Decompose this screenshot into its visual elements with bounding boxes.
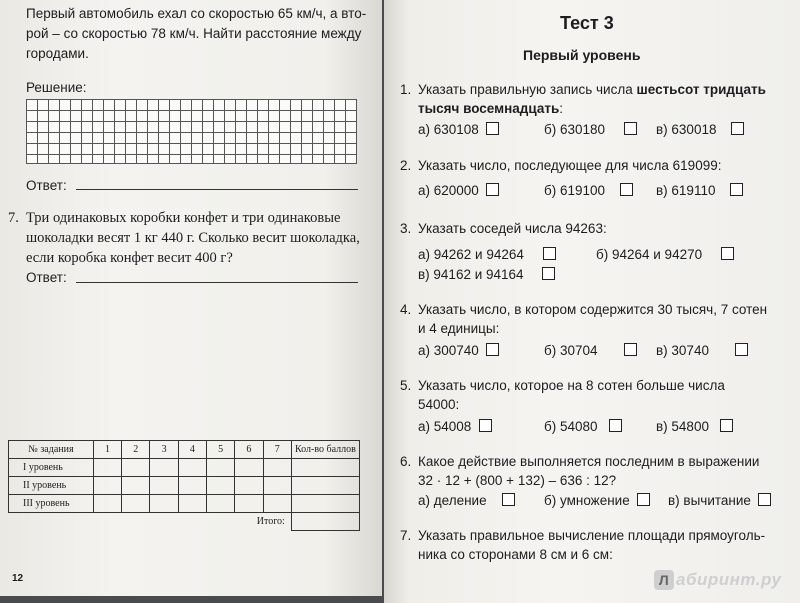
q1-text [418, 80, 788, 118]
q5-option-c-label: в) 54800 [656, 419, 709, 434]
q2-text: Указать число, последующее для числа 619099: [418, 158, 722, 173]
score-cell[interactable] [291, 477, 359, 495]
header-num-1: 1 [93, 441, 121, 459]
checkbox[interactable] [731, 122, 744, 135]
q4-option-c-label: в) 30740 [656, 343, 709, 358]
q2-option-a[interactable] [418, 183, 499, 198]
q4-number: 4. [400, 302, 412, 317]
header-num-7: 7 [263, 441, 291, 459]
right-page [384, 0, 800, 603]
score-cell[interactable] [291, 459, 359, 477]
q1-option-b[interactable] [544, 122, 637, 137]
checkbox[interactable] [486, 122, 499, 135]
checkbox[interactable] [620, 183, 633, 196]
checkbox[interactable] [735, 343, 748, 356]
labirint-logo-icon: Л [654, 570, 674, 590]
score-cell[interactable] [235, 477, 263, 495]
q5-option-a[interactable] [418, 419, 492, 434]
score-cell[interactable] [122, 495, 150, 513]
checkbox[interactable] [758, 493, 771, 506]
q4-option-c[interactable] [656, 343, 748, 358]
score-cell[interactable] [93, 477, 121, 495]
answer-label-2: Ответ: [26, 270, 67, 285]
checkbox[interactable] [479, 419, 492, 432]
q4-option-a-label: а) 300740 [418, 343, 479, 358]
q1-option-a[interactable] [418, 122, 499, 137]
score-cell[interactable] [206, 459, 234, 477]
q5-option-c[interactable] [656, 419, 733, 434]
answer-label: Ответ: [26, 178, 67, 193]
q7-line-1: Указать правильное вычисление площади прямоуголь- [418, 528, 766, 543]
problem-6-line-3: городами. [26, 46, 89, 61]
q4-line-2: и 4 единицы: [418, 321, 500, 336]
score-cell[interactable] [150, 459, 178, 477]
score-cell[interactable] [122, 477, 150, 495]
q6-line-2: 32 · 12 + (800 + 132) – 636 : 12? [418, 473, 617, 488]
test-title: Тест 3 [560, 13, 614, 33]
checkbox[interactable] [543, 247, 556, 260]
q7-line-2: ника со сторонами 8 см и 6 см: [418, 547, 613, 562]
header-num-5: 5 [206, 441, 234, 459]
score-cell[interactable] [178, 477, 206, 495]
checkbox[interactable] [542, 267, 555, 280]
header-num-3: 3 [150, 441, 178, 459]
score-cell[interactable] [93, 459, 121, 477]
q1-text-bold-1: шестьсот тридцать [636, 82, 766, 97]
checkbox[interactable] [730, 183, 743, 196]
q6-option-c[interactable] [668, 493, 771, 508]
q4-option-b[interactable] [544, 343, 637, 358]
q3-option-a[interactable] [418, 247, 556, 262]
checkbox[interactable] [637, 493, 650, 506]
checkbox[interactable] [486, 343, 499, 356]
q1-option-b-label: б) 630180 [544, 122, 606, 137]
score-table-header [9, 441, 360, 459]
q5-option-b-label: б) 54080 [544, 419, 598, 434]
checkbox[interactable] [624, 122, 637, 135]
page-number-left: 12 [12, 573, 24, 584]
q5-option-a-label: а) 54008 [418, 419, 472, 434]
header-task: № задания [9, 441, 94, 459]
score-cell[interactable] [263, 495, 291, 513]
score-cell[interactable] [150, 477, 178, 495]
q1-option-a-label: а) 630108 [418, 122, 479, 137]
q3-number: 3. [400, 221, 412, 236]
score-cell[interactable] [178, 459, 206, 477]
score-cell[interactable] [235, 459, 263, 477]
q1-text-end: : [559, 101, 564, 116]
checkbox[interactable] [624, 343, 637, 356]
q2-option-c-label: в) 619110 [656, 183, 716, 198]
score-cell[interactable] [122, 459, 150, 477]
score-table [8, 440, 360, 531]
problem-7-number: 7. [8, 210, 19, 226]
q6-line-1: Какое действие выполняется последним в выражении [418, 454, 760, 469]
answer-line[interactable] [76, 189, 358, 190]
score-cell[interactable] [263, 477, 291, 495]
row-label-level-2: II уровень [9, 477, 94, 495]
q1-option-c-label: в) 630018 [656, 122, 717, 137]
problem-6-line-2: рой – со скоростью 78 км/ч. Найти расстояние между [26, 26, 362, 41]
q6-option-a-label: а) деление [418, 493, 487, 508]
checkbox[interactable] [486, 183, 499, 196]
q3-option-b-label: б) 94264 и 94270 [596, 247, 703, 262]
solution-label: Решение: [26, 80, 87, 95]
table-row [9, 477, 360, 495]
q2-option-c[interactable] [656, 183, 743, 198]
q2-option-b[interactable] [544, 183, 633, 198]
answer-line-2[interactable] [76, 282, 358, 283]
checkbox[interactable] [502, 493, 515, 506]
q3-option-b[interactable] [596, 247, 734, 262]
problem-7-line-1: Три одинаковых коробки конфет и три одинаковые [26, 210, 341, 226]
total-row [9, 513, 360, 531]
checkbox[interactable] [609, 419, 622, 432]
total-cell[interactable] [291, 513, 359, 531]
checkbox[interactable] [721, 247, 734, 260]
row-label-level-1: I уровень [9, 459, 94, 477]
score-cell[interactable] [150, 495, 178, 513]
q2-number: 2. [400, 158, 412, 173]
total-label: Итого: [256, 516, 285, 528]
q3-option-a-label: а) 94262 и 94264 [418, 247, 524, 262]
score-cell[interactable] [291, 495, 359, 513]
q5-number: 5. [400, 378, 412, 393]
q6-option-a[interactable] [418, 493, 515, 508]
header-num-2: 2 [122, 441, 150, 459]
q6-number: 6. [400, 454, 412, 469]
score-cell[interactable] [206, 477, 234, 495]
q5-line-1: Указать число, которое на 8 сотен больше числа [418, 378, 725, 393]
q4-line-1: Указать число, в котором содержится 30 тысяч, 7 сотен [418, 302, 768, 317]
score-cell[interactable] [235, 495, 263, 513]
q7-number: 7. [400, 528, 412, 543]
q3-option-c-label: в) 94162 и 94164 [418, 267, 524, 282]
q4-option-a[interactable] [418, 343, 499, 358]
q1-option-c[interactable] [656, 122, 744, 137]
score-cell[interactable] [206, 495, 234, 513]
table-row [9, 459, 360, 477]
q1-text-bold-2: тысяч восемнадцать [418, 101, 560, 116]
checkbox[interactable] [720, 419, 733, 432]
problem-7-line-3: если коробка конфет весит 400 г? [26, 250, 233, 266]
score-cell[interactable] [93, 495, 121, 513]
q6-option-b[interactable] [544, 493, 650, 508]
labirint-watermark [654, 570, 781, 590]
solution-grid[interactable] [26, 99, 357, 164]
q1-text-start: Указать правильную запись числа [418, 82, 637, 97]
score-cell[interactable] [178, 495, 206, 513]
table-row [9, 495, 360, 513]
q2-option-b-label: б) 619100 [544, 183, 606, 198]
row-label-level-3: III уровень [9, 495, 94, 513]
q3-text: Указать соседей числа 94263: [418, 221, 607, 236]
problem-6-line-1: Первый автомобиль ехал со скоростью 65 км/ч, а вто- [26, 6, 367, 21]
q4-option-b-label: б) 30704 [544, 343, 598, 358]
score-cell[interactable] [263, 459, 291, 477]
problem-7-line-2: шоколадки весят 1 кг 440 г. Сколько весит шоколадка, [26, 230, 360, 246]
header-num-6: 6 [235, 441, 263, 459]
header-num-4: 4 [178, 441, 206, 459]
header-score: Кол-во баллов [291, 441, 359, 459]
q6-option-b-label: б) умножение [544, 493, 630, 508]
q5-line-2: 54000: [418, 397, 460, 412]
q2-option-a-label: а) 620000 [418, 183, 479, 198]
q3-option-c[interactable] [418, 267, 555, 282]
level-subtitle: Первый уровень [523, 47, 641, 63]
left-page [0, 0, 382, 596]
q5-option-b[interactable] [544, 419, 622, 434]
q6-option-c-label: в) вычитание [668, 493, 751, 508]
watermark-text: абиринт.ру [676, 570, 782, 589]
q1-number: 1. [400, 82, 412, 97]
